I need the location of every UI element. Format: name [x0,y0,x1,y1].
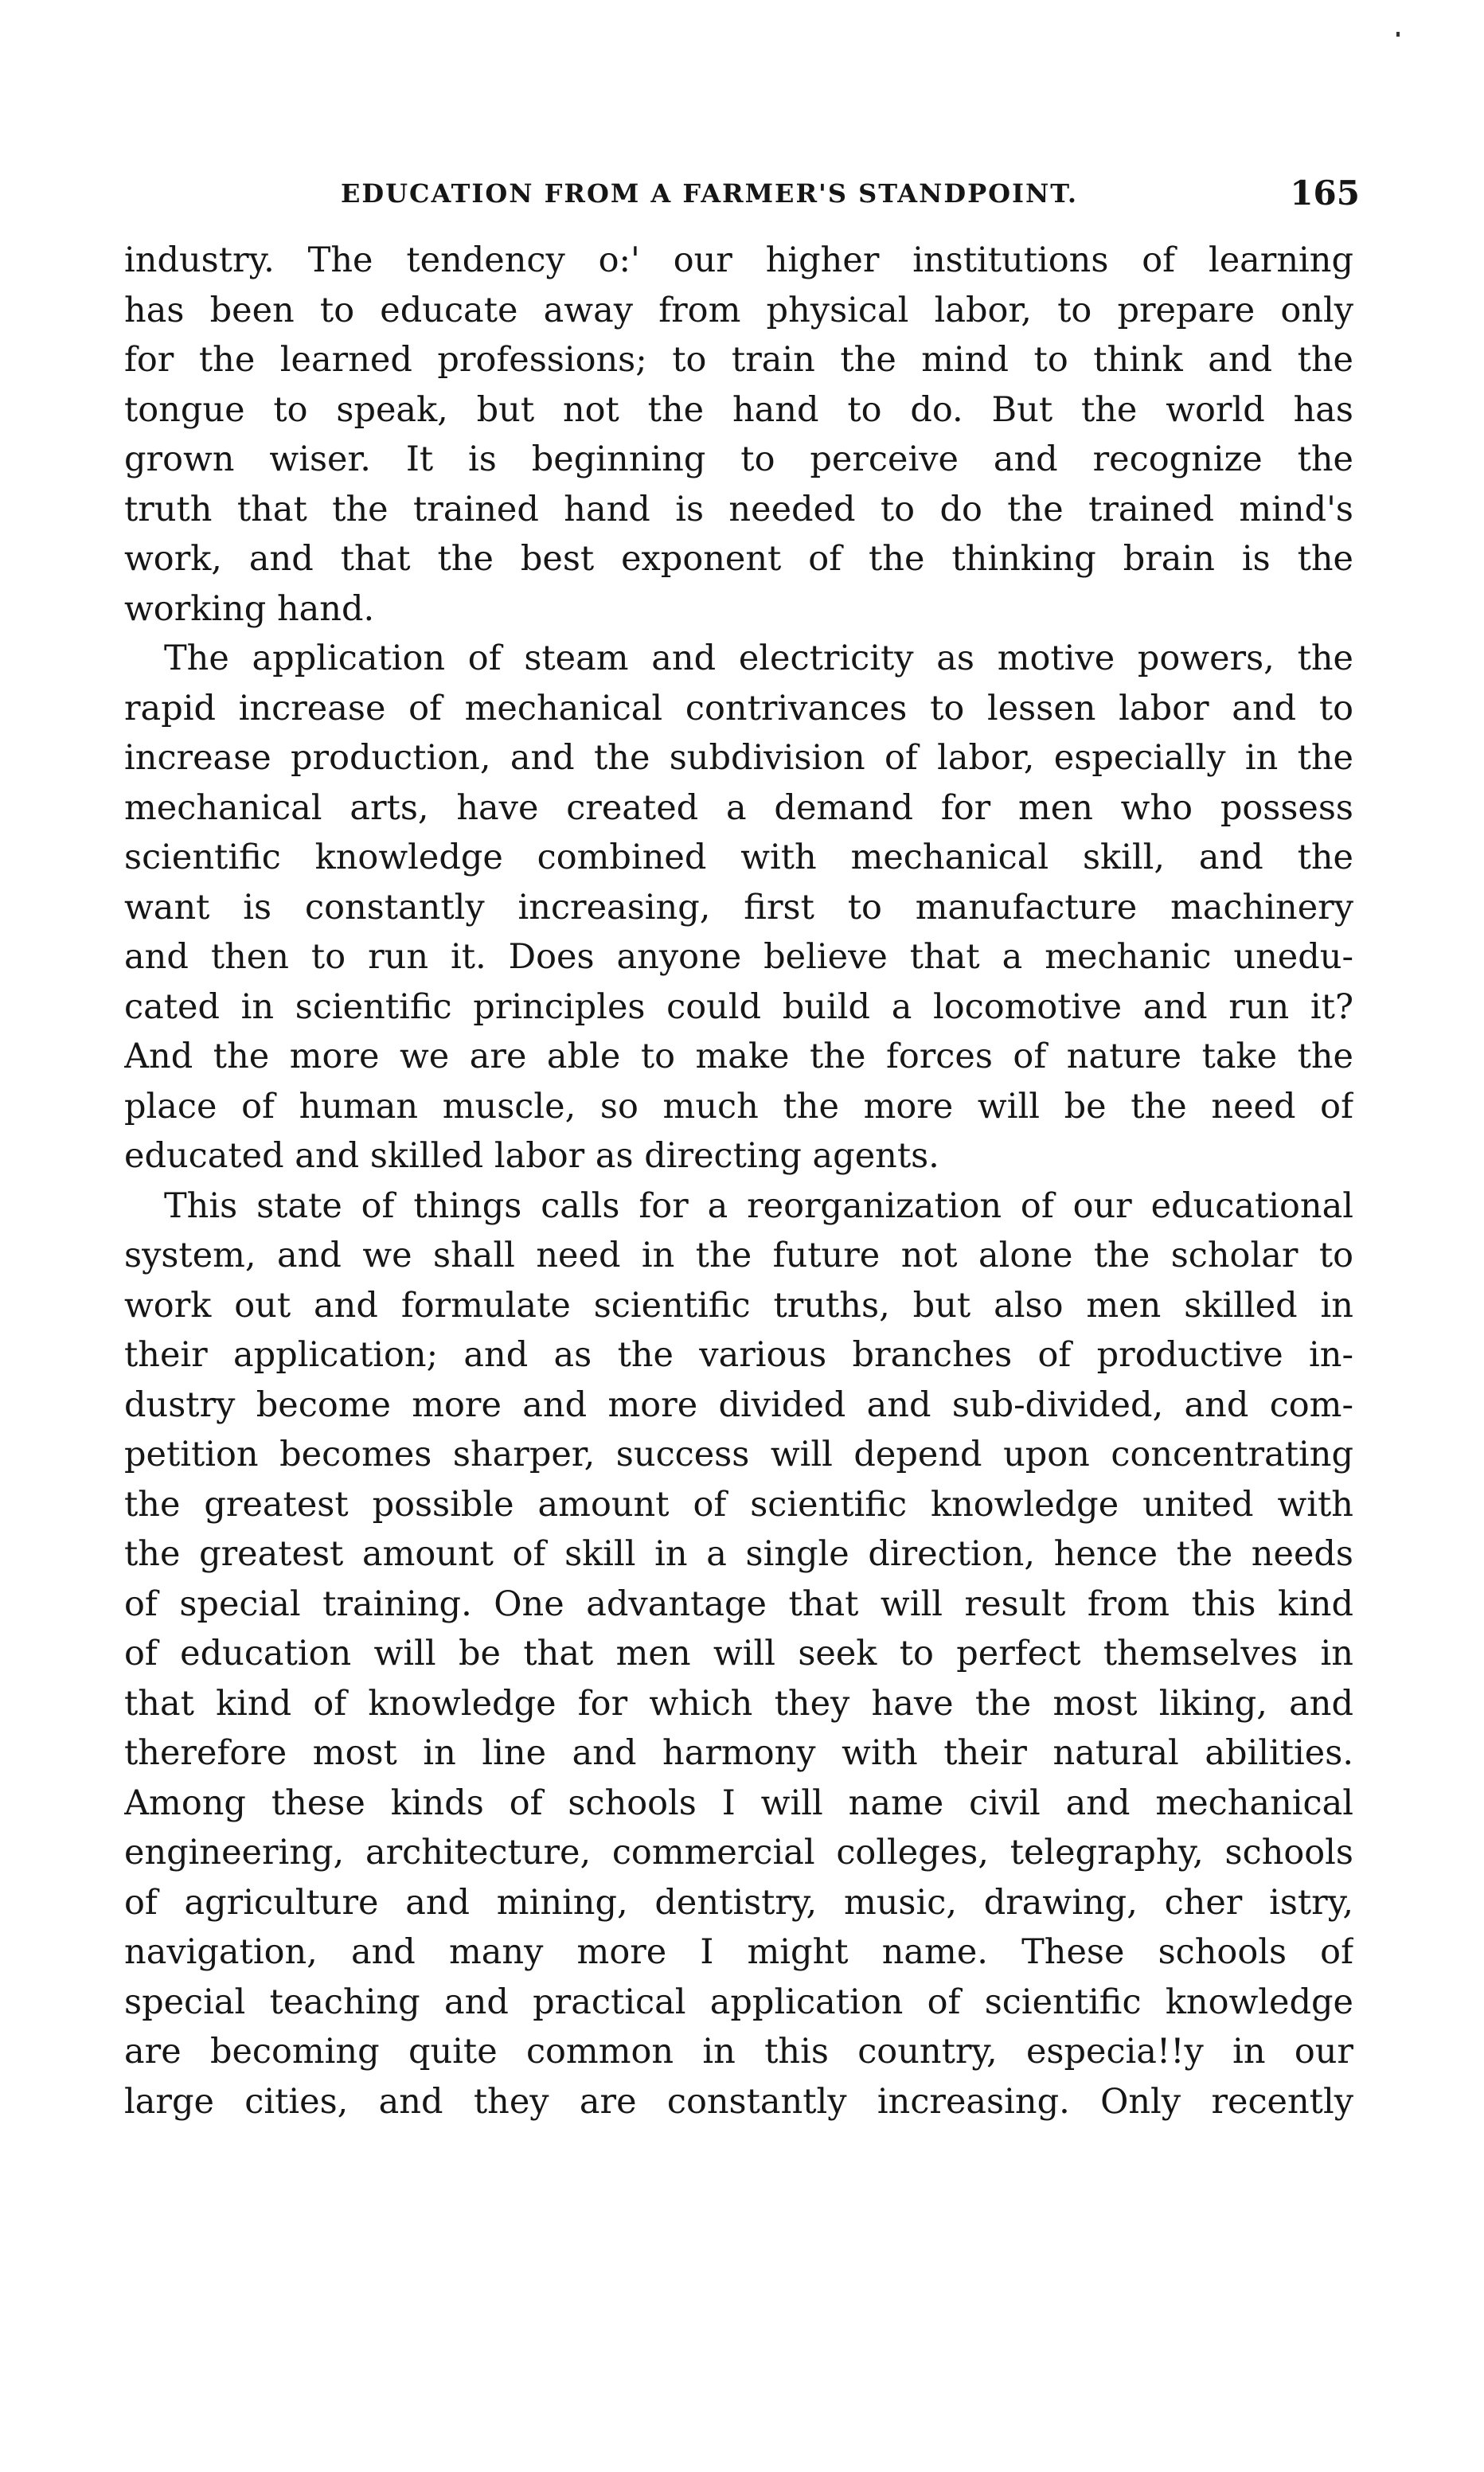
text-line: of special training. One advantage that will result from this kind [124,1584,1353,1624]
text-line: are becoming quite common in this country, especia!!y in our [124,2032,1353,2072]
text-line: cated in scientific principles could build a locomotive and run it? [124,986,1353,1027]
text-line: has been to educate away from physical labor, to prepare only [124,290,1353,330]
text-line: The application of steam and electricity as motive powers, the [164,639,1353,678]
text-line: dustry become more and more divided and sub-divided, and com- [124,1384,1353,1425]
text-line: of agriculture and mining, dentistry, music, drawing, cher istry, [124,1882,1353,1923]
text-line: place of human muscle, so much the more will be the need of [124,1086,1353,1127]
text-line: mechanical arts, have created a demand for men who possess [124,787,1353,828]
text-line: want is constantly increasing, first to manufacture machinery [124,887,1353,927]
text-line: their application; and as the various branches of productive in- [124,1335,1353,1375]
text-line: work, and that the best exponent of the thinking brain is the [124,539,1353,579]
text-line: tongue to speak, but not the hand to do. But the world has [124,389,1353,430]
text-line: therefore most in line and harmony with their natural abilities. [124,1733,1353,1773]
text-line: the greatest amount of skill in a single direction, hence the needs [124,1534,1353,1574]
text-line: increase production, and the subdivision of labor, especially in the [124,738,1353,778]
paragraph-1 [124,236,1353,634]
text-line: special teaching and practical application of scientific knowledge [124,1982,1353,2022]
running-header [126,174,1360,221]
text-line: And the more we are able to make the forces of nature take the [124,1037,1353,1076]
text-line: engineering, architecture, commercial colleges, telegraphy, schools [124,1833,1353,1873]
text-line: system, and we shall need in the future not alone the scholar to [124,1236,1353,1275]
text-line: educated and skilled labor as directing agents. [124,1136,939,1176]
text-line: Among these kinds of schools I will name civil and mechanical [124,1783,1353,1823]
paragraph-2 [124,634,1353,1181]
text-line: This state of things calls for a reorganization of our educational [164,1185,1353,1226]
text-line: navigation, and many more I might name. These schools of [124,1932,1353,1972]
page-number: 165 [1290,174,1360,213]
paragraph-3 [124,1181,1353,2127]
text-line: working hand. [124,588,375,629]
text-line: truth that the trained hand is needed to do the trained mind's [124,489,1353,529]
text-line: that kind of knowledge for which they have the most liking, and [124,1683,1353,1724]
text-line: for the learned professions; to train the mind to think and the [124,340,1353,380]
body-text [124,236,1353,2126]
text-line: work out and formulate scientific truths, but also men skilled in [124,1285,1353,1326]
text-line: scientific knowledge combined with mechanical skill, and the [124,838,1353,877]
text-line: petition becomes sharper, success will depend upon concentrating [124,1435,1353,1474]
scan-speck [1396,32,1400,37]
text-line: industry. The tendency o:' our higher institutions of learning [124,240,1353,280]
text-line: large cities, and they are constantly increasing. Only recently [124,2081,1353,2122]
text-line: the greatest possible amount of scientific knowledge united with [124,1484,1353,1525]
text-line: rapid increase of mechanical contrivances to lessen labor and to [124,688,1353,728]
text-line: grown wiser. It is beginning to perceive and recognize the [124,439,1353,479]
text-line: of education will be that men will seek to perfect themselves in [124,1634,1353,1673]
running-title: EDUCATION FROM A FARMER'S STANDPOINT. [341,178,1079,209]
text-line: and then to run it. Does anyone believe that a mechanic unedu- [124,937,1353,977]
